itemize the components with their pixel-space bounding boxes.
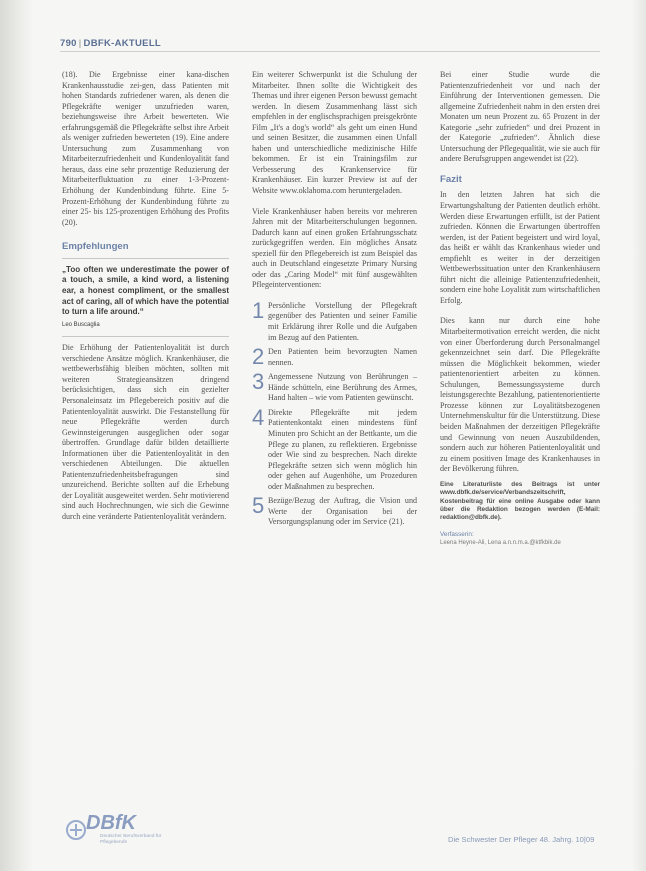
body-paragraph: Viele Krankenhäuser haben bereits vor mehreren Jahren mit der Mitarbeiterschulungen begonnen. Dadurch kann auf einen großen Erfahrungsschatz zurückgegriffen werden. Ein mögliches Ansatz speziell für den Pflegebereich ist zum Beispiel das auch in Deutschland eingesetzte Primary Nursing oder das „Caring Model“ mit fünf ausgewählten Pflegeinterventionen: bbox=[252, 206, 417, 290]
column-right bbox=[440, 70, 600, 547]
list-item-text: Angemessene Nutzung von Berührungen – Hände schütteln, eine Berührung des Armes, Hand halten – wie vom Patienten gewünscht. bbox=[268, 372, 417, 403]
logo-wordmark: DBfK bbox=[86, 812, 136, 834]
list-item bbox=[252, 369, 417, 404]
list-item-text: Direkte Pflegekräfte mit jedem Patientenkontakt einen mindestens fünf Minuten pro Schicht an der Bettkante, um die Pflege zu planen, zu reflektieren. Ergebnisse oder Wie sind zu besprechen. Nach direkte Pflegekräfte setzen sich wenn möglich hin oder gehen auf Augenhöhe, um Prozeduren oder Maßnahmen zu besprechen. bbox=[268, 407, 417, 491]
header-divider: | bbox=[78, 38, 82, 49]
page-spine-shadow bbox=[0, 0, 34, 871]
body-paragraph: Dies kann nur durch eine hohe Mitarbeitermotivation erreicht werden, die nicht von einer Überforderung durch Personalmangel gekennzeichnet sein darf. Die Pflegekräfte müssen die Möglichkeit bekommen, wieder patientenorientiert arbeiten zu können. Schulungen, Bemessungssysteme durch leistungsgerechte Bezahlung, patientenorientierte Prozesse können zur Loyalitätsbezogenen Unternehmenskultur für die Unterstützung. Diese beiden Maßnahmen der derzeitigen Pflegekräfte und Gewinnung von neuen Auszubildenden, sondern auch zur höheren Patientenloyalität und zu einem positiven Image des Krankenhauses in der Bevölkerung führen. bbox=[440, 316, 600, 474]
running-header bbox=[60, 38, 161, 49]
list-item bbox=[252, 297, 417, 343]
column-left bbox=[62, 70, 229, 523]
section-title: DBFK-AKTUELL bbox=[83, 38, 162, 49]
list-number: 3 bbox=[252, 369, 265, 395]
section-heading-fazit: Fazit bbox=[440, 173, 462, 185]
list-number: 2 bbox=[252, 344, 265, 370]
list-item-text: Persönliche Vorstellung der Pflegekraft gegenüber des Patienten und seiner Familie mit Erklärung ihrer Rolle und die Aufgaben im Bezug auf den Patienten. bbox=[268, 300, 417, 342]
quote-divider-top bbox=[62, 258, 229, 259]
page-edge-shadow bbox=[632, 0, 646, 871]
list-item bbox=[252, 404, 417, 492]
list-item bbox=[252, 493, 417, 528]
body-paragraph: Die Erhöhung der Patientenloyalität ist durch verschiedene Ansätze möglich. Krankenhäuser, die wettbewerbsfähig bleiben möchten, sollten mit weiteren Strategieansätzen dringend berücksichtigen, dass sich ein gezielter Personaleinsatz im Pflegebereich positiv auf die Patientenloyalität auswirkt. Die Festanstellung für neue Pflegekräfte werden durch Gewinnsteigerungen ausgeglichen oder sogar übertroffen. Grundlage dafür bilden detaillierte Informationen über die Patientenloyalität in den verschiedenen Abteilungen. Die aktuellen Patientenzufriedenheitsbefragungen sind unzureichend. Berichte sollten auf die Erhebung der Loyalität ausgeweitet werden. Sehr motivierend sind auch Hochrechnungen, wie sich die Gewinne durch eine veränderte Patientenloyalität verändern. bbox=[62, 343, 229, 522]
pull-quote: „Too often we underestimate the power of a touch, a smile, a kind word, a listening ear, a honest compliment, or the smallest act of caring, all of which have the potential to turn a life around.“ bbox=[62, 264, 229, 317]
author-names: Leena Heyne-Ali, Lena a.n.n.m.a.@ktfkbik.de bbox=[440, 540, 561, 547]
list-item-text: Den Patienten beim bevorzugten Namen nennen. bbox=[268, 347, 417, 367]
body-paragraph: In den letzten Jahren hat sich die Erwartungshaltung der Patienten deutlich erhöht. Werden diese Erwartungen erfüllt, ist der Patient zufrieden. Können die Erwartungen übertroffen werden, ist der Patient begeistert und wird loyal, das heißt er wählt das Krankenhaus wieder und empfiehlt es weiter in der derzeitigen Wettbewerbssituation unter den Krankenhäusern führt nicht die alleinige Patientenzufriedenheit, sondern eine hohe Loyalität zum wirtschaftlichen Erfolg. bbox=[440, 190, 600, 305]
header-rule bbox=[60, 51, 600, 52]
list-number: 4 bbox=[252, 404, 265, 430]
journal-footer: Die Schwester Der Pfleger 48. Jahrg. 10|09 bbox=[448, 835, 595, 844]
section-heading-empfehlungen: Empfehlungen bbox=[62, 241, 129, 253]
list-number: 5 bbox=[252, 493, 265, 519]
list-item-text: Bezüge/Bezug der Auftrag, die Vision und Werte der Organisation bei der Versorgungsplanung oder im Service (21). bbox=[268, 496, 417, 527]
pull-quote-source: Leo Buscaglia bbox=[62, 321, 100, 328]
body-paragraph: Bei einer Studie wurde die Patientenzufriedenheit vor und nach der Einführung der Interventionen gemessen. Die allgemeine Zufriedenheit nahm in den ersten drei Monaten um neun Prozent zu. 65 Prozent in der Kategorie „sehr zufrieden“ und drei Prozent in der Kategorie „zufrieden“. Ähnlich diese Untersuchung der Pflegequalität, wie sie auch für andere Berufsgruppen angewendet ist (22). bbox=[440, 70, 600, 164]
body-paragraph: (18). Die Ergebnisse einer kana-dischen Krankenhausstudie zei-gen, dass Patienten mit hohen Standards zufriedener waren, als denen die Pflegekräfte weniger unzufrieden waren, beziehungsweise ihre Arbeit bewerteten. Wie erfahrungsgemäß die Pflegekräfte selbst ihre Arbeit als weniger zufrieden bewerteten (19). Eine andere Untersuchung zum Zusammenhang von Mitarbeiterzufriedenheit und Kundenloyalität fand heraus, dass eine sehr prozentige Reduzierung der Mitarbeiterfluktuation zu einer 1-3-Prozent-Erhöhung der Kundenbindung führte. Eine 5-Prozent-Erhöhung der Kundenbindung führte zu einer 25- bis 125-prozentigen Erhöhung des Profits (20). bbox=[62, 70, 229, 227]
logo-subtitle: Deutscher Berufsverband für Pflegeberufe bbox=[100, 834, 162, 845]
quote-divider-bottom bbox=[62, 336, 229, 337]
body-paragraph: Ein weiterer Schwerpunkt ist die Schulung der Mitarbeiter. Ihnen sollte die Wichtigkeit des Themas und ihrer eigenen Person bewusst gemacht werden. In diesem Zusammenhang lässt sich empfehlen in der englischsprachigen preisgekrönte Film „It's a dog's world“ als geht um einen Hund und seinen Besitzer, die zusammen einen Unfall haben und unterschiedliche medizinische Hilfe bekommen. Er ist ein Trainingsfilm zur Verbesserung des Krankenservice für Krankenhäuser. Ein kurzer Preview ist auf der Website www.oklahoma.com heruntergeladen. bbox=[252, 70, 417, 196]
author-label: Verfasserin: bbox=[440, 530, 474, 538]
column-middle bbox=[252, 70, 417, 532]
page-number: 790 bbox=[60, 38, 77, 49]
list-number: 1 bbox=[252, 297, 265, 323]
literature-note: Eine Literaturliste des Beitrags ist unter www.dbfk.de/service/Verbandszeitschrift, Kostenbeitrag für eine online Ausgabe oder kann über die Redaktion bezogen werden (E-Mail: redaktion@dbfk.de). bbox=[440, 480, 600, 522]
list-item bbox=[252, 344, 417, 370]
